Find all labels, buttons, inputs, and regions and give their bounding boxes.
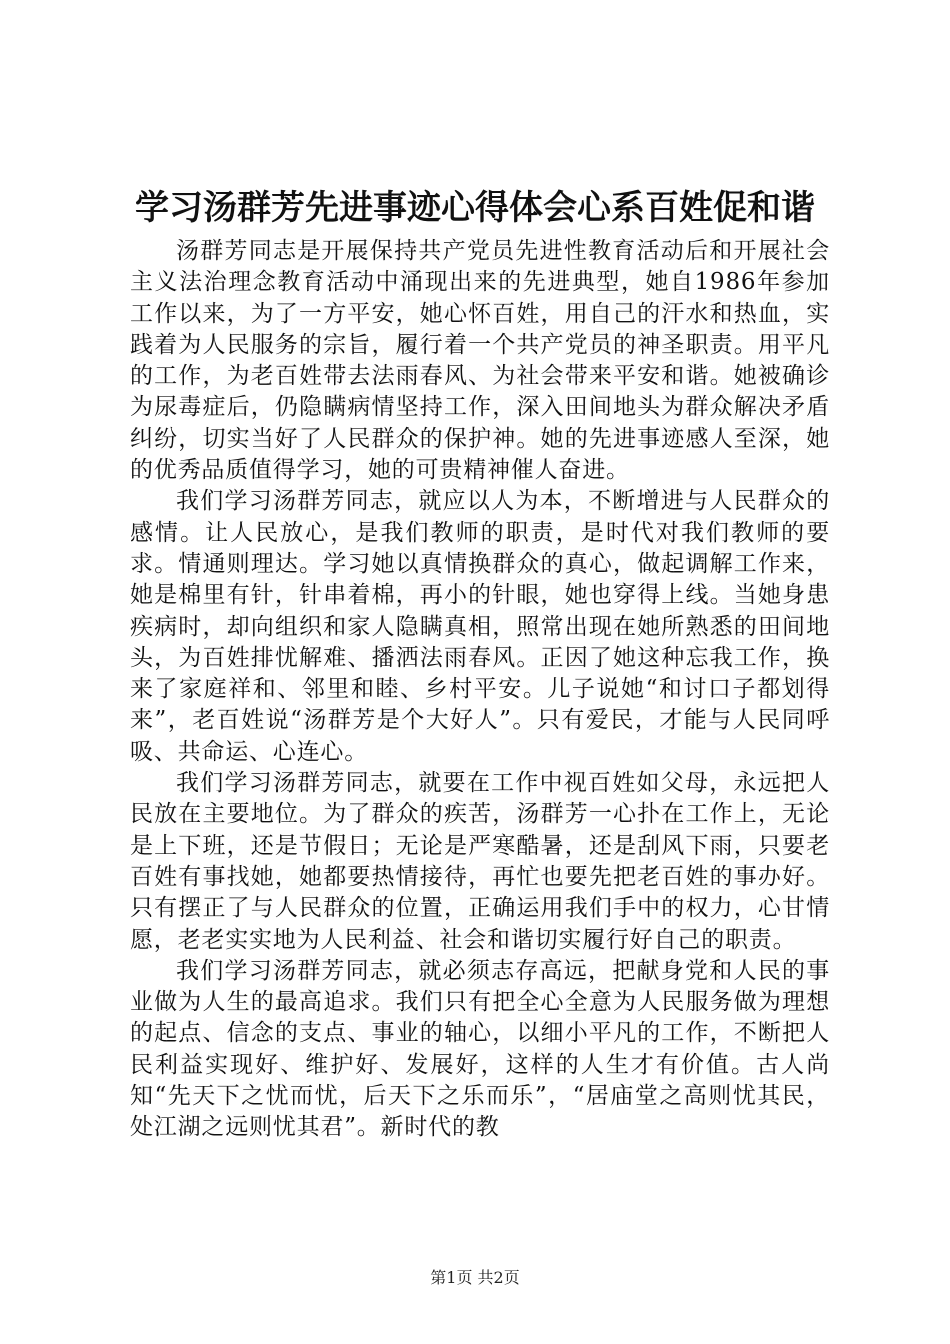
document-title: 学习汤群芳先进事迹心得体会心系百姓促和谐 [135,188,815,228]
paragraph-1: 汤群芳同志是开展保持共产党员先进性教育活动后和开展社会主义法治理念教育活动中涌现出来的先进典型，她自1986年参加工作以来，为了一方平安，她心怀百姓，用自己的汗水和热血，实践着为人民服务的宗旨，履行着一个共产党员的神圣职责。用平凡的工作，为老百姓带去法雨春风、为社会带来平安和谐。她被确诊为尿毒症后，仍隐瞒病情坚持工作，深入田间地头为群众解决矛盾纠纷，切实当好了人民群众的保护神。她的先进事迹感人至深，她的优秀品质值得学习，她的可贵精神催人奋进。 [130,238,830,484]
page-footer: 第1页 共2页 [430,1268,520,1287]
paragraph-4: 我们学习汤群芳同志，就必须志存高远，把献身党和人民的事业做为人生的最高追求。我们只有把全心全意为人民服务做为理想的起点、信念的支点、事业的轴心，以细小平凡的工作，不断把人民利益实现好、维护好、发展好，这样的人生才有价值。古人尚知“先天下之忧而忧，后天下之乐而乐”，“居庙堂之高则忧其民，处江湖之远则忧其君”。新时代的教 [130,957,830,1141]
paragraph-2: 我们学习汤群芳同志，就应以人为本，不断增进与人民群众的感情。让人民放心，是我们教师的职责，是时代对我们教师的要求。情通则理达。学习她以真情换群众的真心，做起调解工作来，她是棉里有针，针串着棉，再小的针眼，她也穿得上线。当她身患疾病时，却向组织和家人隐瞒真相，照常出现在她所熟悉的田间地头，为百姓排忧解难、播洒法雨春风。正因了她这种忘我工作，换来了家庭祥和、邻里和睦、乡村平安。儿子说她“和讨口子都划得来”，老百姓说“汤群芳是个大好人”。只有爱民，才能与人民同呼吸、共命运、心连心。 [130,488,830,765]
document-body [130,236,830,1144]
paragraph-3: 我们学习汤群芳同志，就要在工作中视百姓如父母，永远把人民放在主要地位。为了群众的疾苦，汤群芳一心扑在工作上，无论是上下班，还是节假日；无论是严寒酷暑，还是刮风下雨，只要老百姓有事找她，她都要热情接待，再忙也要先把老百姓的事办好。只有摆正了与人民群众的位置，正确运用我们手中的权力，心甘情愿，老老实实地为人民利益、社会和谐切实履行好自己的职责。 [130,770,830,953]
